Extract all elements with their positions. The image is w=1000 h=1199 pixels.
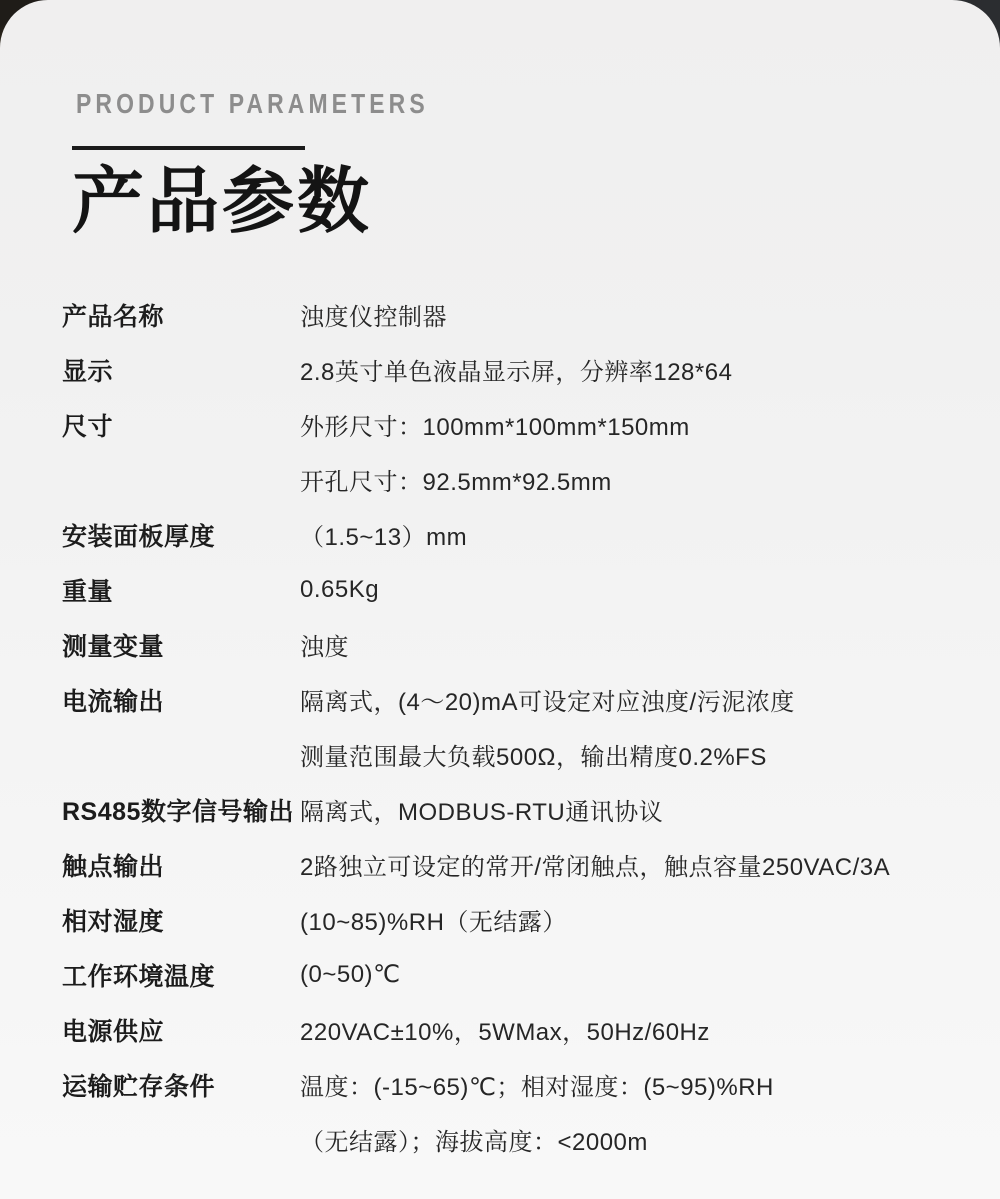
spec-row — [62, 1112, 970, 1167]
spec-row — [62, 562, 970, 617]
spec-row — [62, 837, 970, 892]
spec-label: 相对湿度 — [62, 907, 165, 936]
spec-value: 开孔尺寸：92.5mm*92.5mm — [300, 469, 612, 496]
spec-label: 显示 — [62, 357, 114, 386]
spec-value: 2路独立可设定的常开/常闭触点，触点容量250VAC/3A — [300, 854, 891, 881]
spec-row — [62, 727, 970, 782]
spec-value: 隔离式，(4～20)mA可设定对应浊度/污泥浓度 — [300, 689, 795, 716]
spec-label: 电源供应 — [62, 1017, 165, 1046]
spec-row — [62, 287, 970, 342]
spec-label: 产品名称 — [62, 302, 165, 331]
spec-row — [62, 672, 970, 727]
spec-label: 触点输出 — [62, 852, 165, 881]
spec-value: 测量范围最大负载500Ω，输出精度0.2%FS — [300, 744, 767, 771]
spec-row — [62, 1057, 970, 1112]
spec-label: 重量 — [62, 577, 114, 606]
spec-row — [62, 507, 970, 562]
spec-value: 外形尺寸：100mm*100mm*150mm — [300, 414, 690, 441]
spec-row — [62, 1002, 970, 1057]
spec-value: （1.5~13）mm — [300, 524, 468, 551]
section-header — [72, 88, 1000, 242]
spec-label: 电流输出 — [62, 687, 165, 716]
section-eyebrow: PRODUCT PARAMETERS — [76, 88, 429, 119]
page-title: 产品参数 — [72, 162, 373, 242]
spec-table — [62, 287, 970, 1167]
spec-label: 工作环境温度 — [62, 962, 216, 991]
spec-label: 尺寸 — [62, 412, 114, 441]
spec-label: RS485数字信号输出 — [62, 797, 294, 826]
spec-label: 安装面板厚度 — [62, 522, 216, 551]
spec-label: 测量变量 — [62, 632, 165, 661]
spec-row — [62, 342, 970, 397]
spec-value: 浊度仪控制器 — [300, 304, 447, 331]
spec-value: (0~50)℃ — [300, 961, 401, 988]
spec-row — [62, 782, 970, 837]
spec-value: 220VAC±10%，5WMax，50Hz/60Hz — [300, 1019, 710, 1046]
section-divider — [72, 146, 305, 150]
spec-value: 温度：(-15~65)℃；相对湿度：(5~95)%RH — [300, 1074, 774, 1101]
spec-row — [62, 617, 970, 672]
spec-value: 隔离式，MODBUS-RTU通讯协议 — [300, 799, 664, 826]
spec-row — [62, 452, 970, 507]
spec-row — [62, 892, 970, 947]
spec-row — [62, 947, 970, 1002]
spec-value: 2.8英寸单色液晶显示屏，分辨率128*64 — [300, 359, 733, 386]
spec-value: 浊度 — [300, 634, 349, 661]
spec-row — [62, 397, 970, 452]
spec-value: （无结露）；海拔高度：<2000m — [300, 1129, 648, 1156]
spec-label: 运输贮存条件 — [62, 1072, 216, 1101]
spec-value: (10~85)%RH（无结露） — [300, 909, 567, 936]
spec-value: 0.65Kg — [300, 575, 380, 603]
